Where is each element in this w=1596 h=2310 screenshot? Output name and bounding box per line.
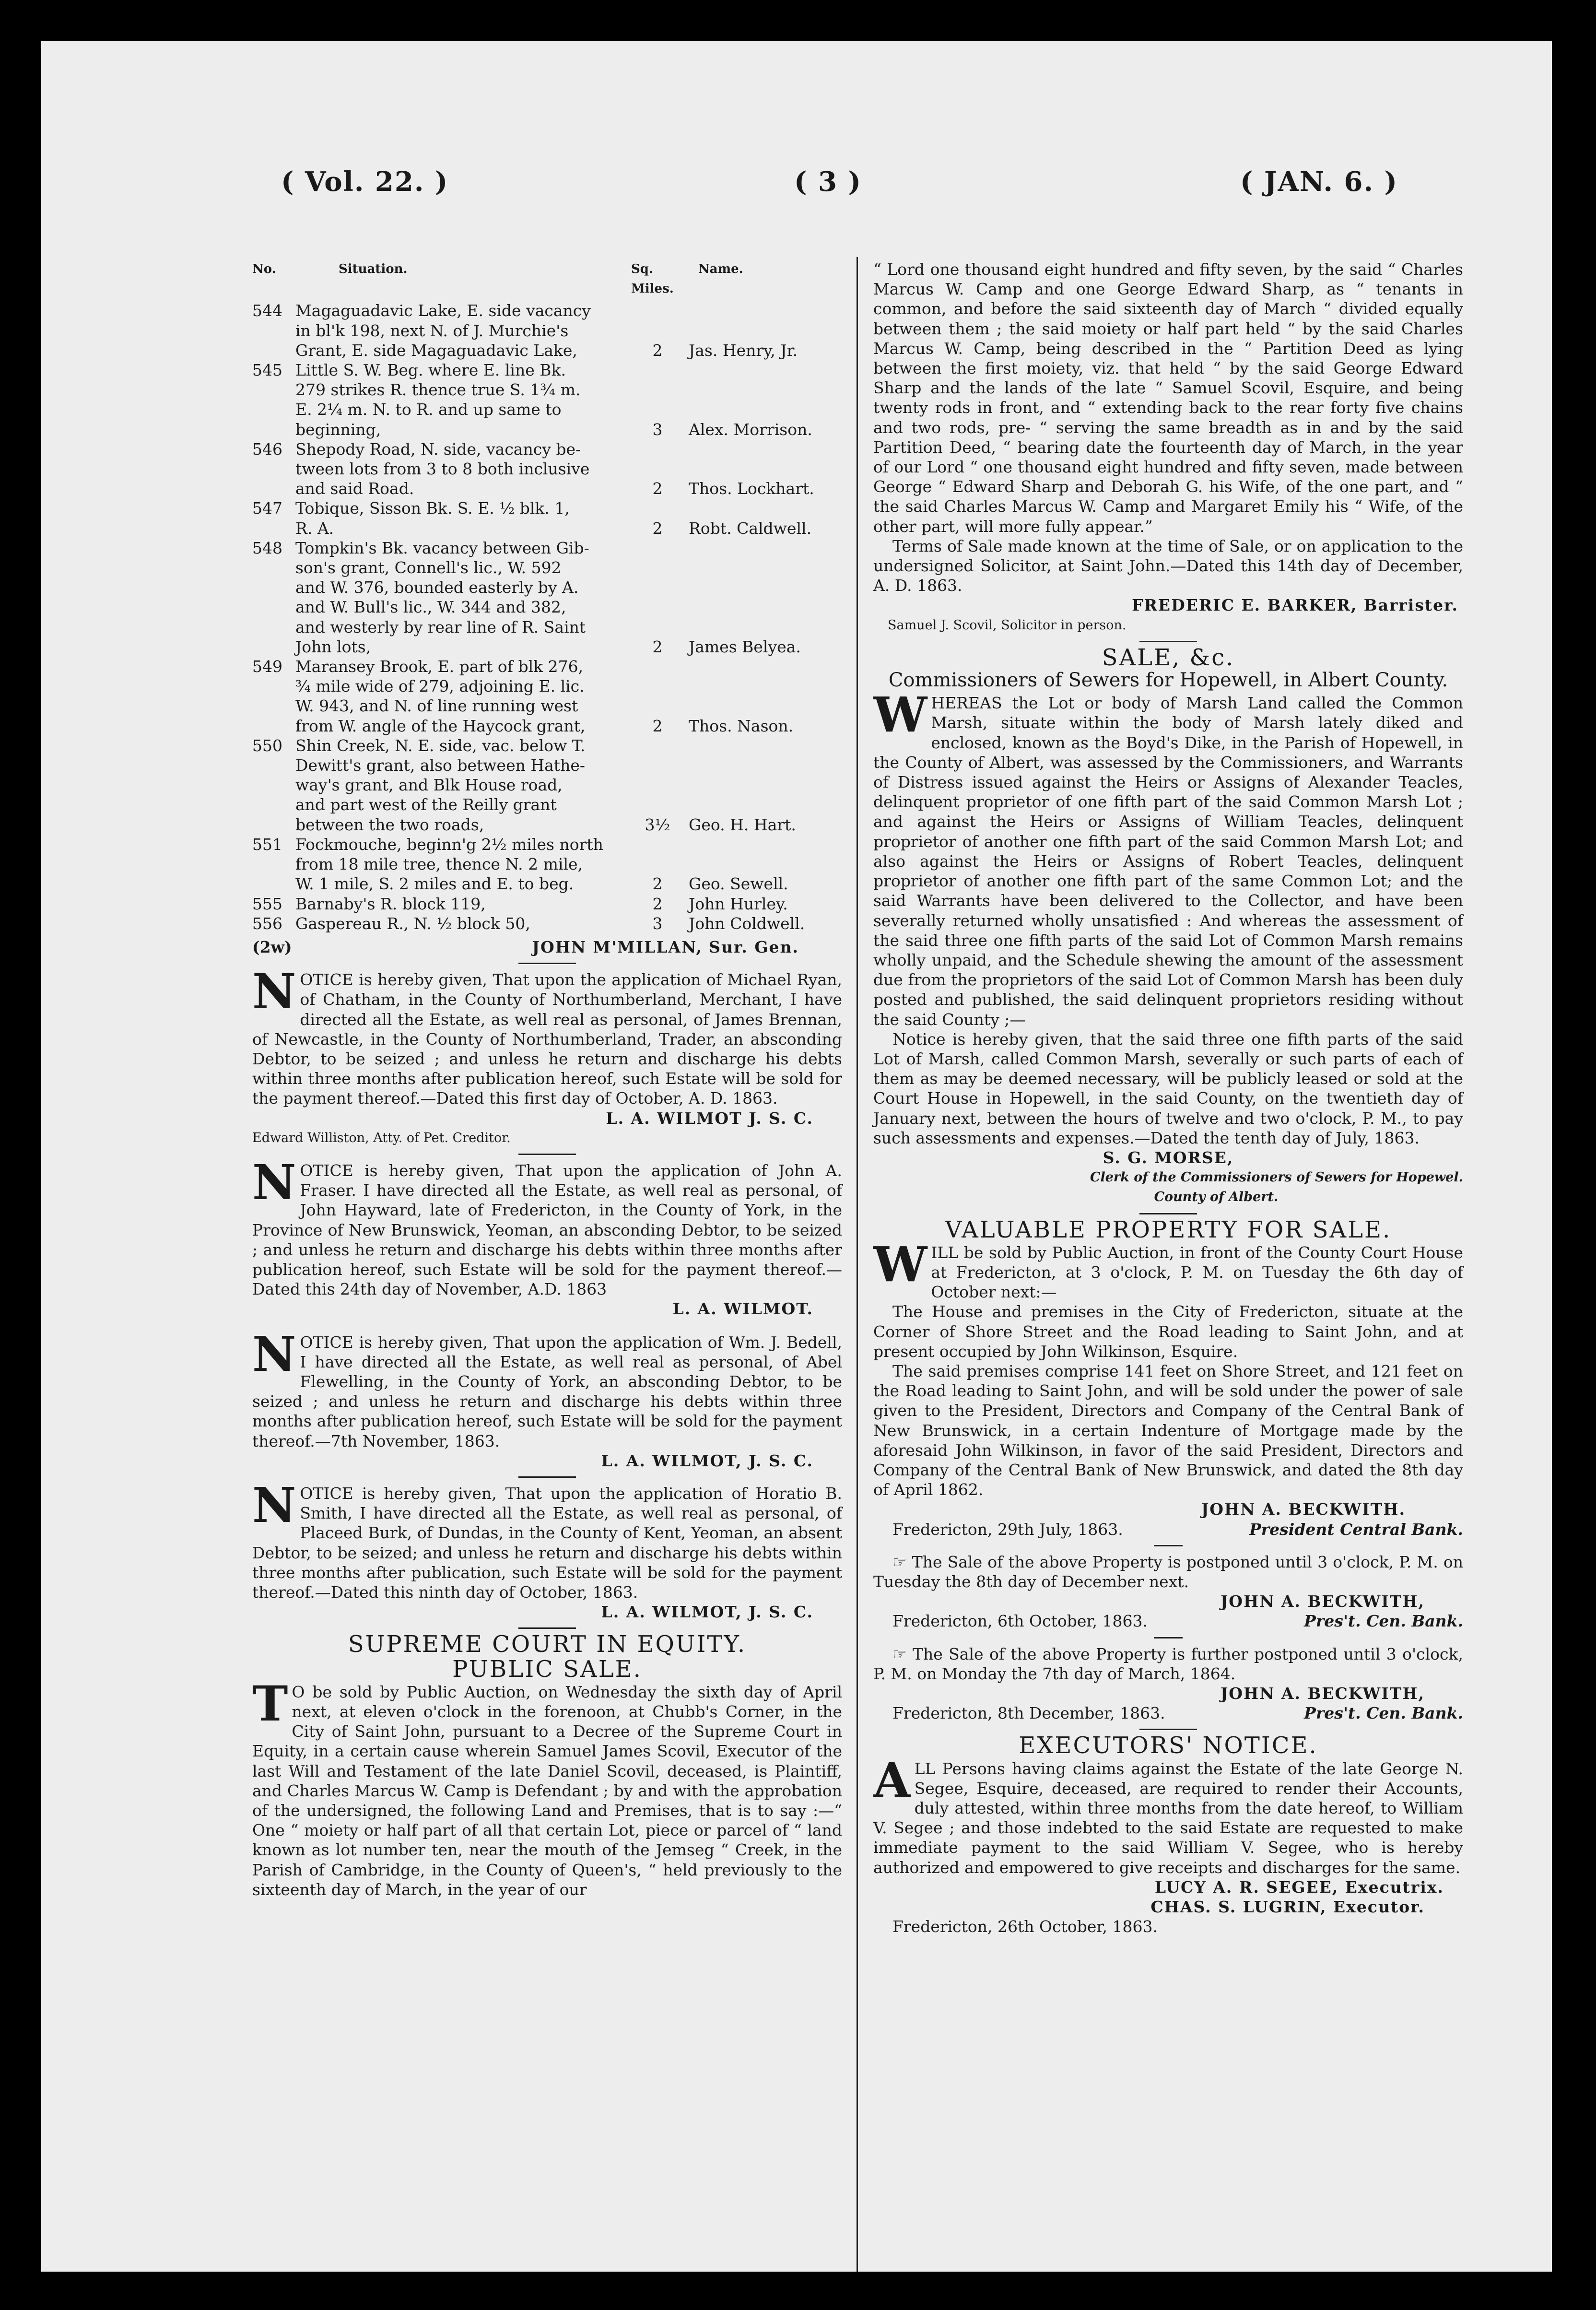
table-row: [252, 736, 842, 835]
notice-text: HEREAS the Lot or body of Marsh Land called the Common Marsh, situate within the body of Marsh lately diked and enclosed, known as the Boyd's Dike, in the Parish of Hopewell, in the County of Albert, was assessed by the Commissioners, and Warrants of Distress issued against the Heirs or Assigns of Alexander Teacles, delinquent proprietor of one fifth part of the said Common Marsh Lot ; and against the Heirs or Assigns of William Teacles, delinquent proprietor of another one fifth part of the said Common Marsh Lot; and also against the Heirs or Assigns of Robert Teacles, delinquent proprietor of another one fifth part of the same Common Lot; and the said Warrants have been delivered to the Collector, and have been severally returned wholly unsatisfied : And whereas the assessment of the said three one fifth parts of the said Lot of Common Marsh remains wholly unpaid, and the Schedule shewing the amount of the assessment due from the proprietors of the said Lot of Common Marsh has been duly posted and published, the said delinquent proprietors residing without the said County ;—: [873, 694, 1463, 1029]
divider: [1139, 1213, 1197, 1214]
situation-line: in bl'k 198, next N. of J. Murchie's: [295, 321, 569, 340]
row-number: 545: [252, 361, 282, 380]
signature-title: Pres't. Cen. Bank.: [1304, 1612, 1463, 1631]
notice-signature: L. A. WILMOT, J. S. C.: [601, 1451, 813, 1470]
row-number: 551: [252, 835, 282, 854]
scovil-line: Samuel J. Scovil, Solicitor in person.: [888, 617, 1127, 633]
property-description: The House and premises in the City of Fredericton, situate at the Corner of Shore Street and the Road leading to Saint John, and at present occupied by John Wilkinson, Esquire.: [873, 1302, 1463, 1361]
row-sqmiles: 2: [652, 894, 663, 913]
sewers-notice-body: Notice is hereby given, that the said three one fifth parts of the said Lot of Marsh, called Common Marsh, severally or such parts of each of them as may be deemed necessary, will be publicly leased or sold at the Court House in Hopewell, in the said County, on the twentieth day of January next, between the hours of twelve and two o'clock, P. M., to pay such assessments and expenses.—Dated the tenth day of July, 1863.: [873, 1029, 1463, 1147]
divider: [518, 1627, 576, 1629]
survey-footer: [252, 937, 842, 957]
table-row: [252, 835, 842, 894]
situation-line: 279 strikes R. thence true S. 1¾ m.: [295, 380, 581, 400]
survey-table: [252, 301, 842, 933]
drop-cap: T: [252, 1675, 288, 1732]
executors-heading: EXECUTORS' NOTICE.: [1019, 1732, 1318, 1759]
column-divider: [857, 257, 858, 2272]
row-name: Thos. Lockhart.: [689, 479, 814, 498]
sewers-heading: Commissioners of Sewers for Hopewell, in Albert County.: [888, 669, 1448, 692]
situation-line: Magaguadavic Lake, E. side vacancy: [295, 301, 591, 320]
situation-line: Maransey Brook, E. part of blk 276,: [295, 657, 584, 676]
morse-signature: S. G. MORSE,: [1103, 1148, 1234, 1167]
situation-line: and westerly by rear line of R. Saint: [295, 617, 586, 636]
table-row: [252, 657, 842, 736]
row-number: 550: [252, 736, 282, 755]
situation-line: from W. angle of the Haycock grant,: [295, 716, 586, 735]
situation-line: E. 2¼ m. N. to R. and up same to: [295, 400, 562, 419]
notice-text: ILL be sold by Public Auction, in front of the County Court House at Fredericton, at 3 o'clock, P. M. on Tuesday the 6th day of October next:—: [931, 1243, 1463, 1302]
row-sqmiles: 3: [652, 914, 663, 933]
row-situation: [295, 360, 631, 439]
situation-line: ¾ mile wide of 279, adjoining E. lic.: [295, 677, 585, 696]
terms-of-sale: Terms of Sale made known at the time of Sale, or on application to the undersigned Solicitor, at Saint John.—Dated this 14th day of December, A. D. 1863.: [873, 536, 1463, 595]
row-situation: [295, 914, 631, 933]
situation-line: and said Road.: [295, 479, 414, 498]
table-row: [252, 301, 842, 360]
table-row: [252, 914, 842, 933]
situation-line: Shin Creek, N. E. side, vac. below T.: [295, 736, 586, 755]
row-name: Jas. Henry, Jr.: [689, 341, 798, 360]
row-number: 544: [252, 301, 282, 320]
row-sqmiles: 2: [652, 341, 663, 360]
row-situation: [295, 835, 631, 894]
surveyor-signature: JOHN M'MILLAN, Sur. Gen.: [532, 937, 799, 956]
situation-line: and part west of the Reilly grant: [295, 795, 557, 814]
pointing-hand-icon: ☞: [892, 1644, 913, 1663]
postponement-notice: ☞ The Sale of the above Property is further postponed until 3 o'clock, P. M. on Monday the 7th day of March, 1864.: [873, 1644, 1463, 1683]
signature-title: Pres't. Cen. Bank.: [1304, 1704, 1463, 1723]
volume-label: ( Vol. 22. ): [281, 166, 449, 198]
drop-cap: N: [252, 1154, 296, 1211]
table-row: [252, 894, 842, 914]
right-column: [873, 259, 1463, 1936]
row-name: Geo. Sewell.: [689, 874, 788, 894]
survey-table-header: [252, 259, 842, 299]
notice-signature: L. A. WILMOT J. S. C.: [606, 1108, 813, 1128]
postponement-notice: ☞ The Sale of the above Property is postponed until 3 o'clock, P. M. on Tuesday the 8th day of December next.: [873, 1552, 1463, 1591]
col-situation: Situation.: [339, 262, 408, 276]
drop-cap: N: [252, 1476, 296, 1533]
row-name: James Belyea.: [689, 637, 801, 656]
insertion-mark: (2w): [252, 937, 292, 956]
row-name: John Coldwell.: [689, 914, 805, 933]
situation-line: Shepody Road, N. side, vacancy be-: [295, 439, 581, 459]
notice-signature: L. A. WILMOT, J. S. C.: [601, 1603, 813, 1622]
divider: [1154, 1545, 1183, 1546]
situation-line: W. 943, and N. of line running west: [295, 696, 578, 716]
row-number: 556: [252, 914, 282, 933]
row-situation: [295, 301, 631, 360]
signature-line: [873, 1703, 1463, 1723]
notice-text: OTICE is hereby given, That upon the application of Horatio B. Smith, I have directed all the Estate, as well real as personal, of Placeed Burk, of Dundas, in the County of Kent, Yeoman, an absent Debtor, to be seized; and unless he return and discharge his debts within three months after publication, such Estate will be sold for the payment thereof.—Dated this ninth day of October, 1863.: [252, 1484, 842, 1602]
row-number: 549: [252, 657, 282, 676]
newspaper-page: [41, 41, 1552, 2272]
row-name: John Hurley.: [689, 894, 788, 913]
signature-date: Fredericton, 29th July, 1863.: [892, 1520, 1123, 1539]
situation-line: Little S. W. Beg. where E. line Bk.: [295, 361, 566, 380]
situation-line: Tompkin's Bk. vacancy between Gib-: [295, 538, 589, 557]
barker-signature: FREDERIC E. BARKER, Barrister.: [1132, 596, 1458, 615]
situation-line: and W. Bull's lic., W. 344 and 382,: [295, 598, 566, 617]
signature-date: Fredericton, 8th December, 1863.: [892, 1704, 1165, 1723]
beckwith-signature: JOHN A. BECKWITH,: [1220, 1684, 1425, 1703]
property-heading: VALUABLE PROPERTY FOR SALE.: [945, 1216, 1392, 1243]
divider: [518, 963, 576, 964]
row-sqmiles: 2: [652, 716, 663, 735]
row-situation: [295, 538, 631, 657]
notice-text: OTICE is hereby given, That upon the application of Wm. J. Bedell, I have directed all the Estate, as well real as personal, of Abel Flewelling, in the County of York, an absconding Debtor, to be seized ; and unless he return and discharge his debts within three months after publication hereof, such Estate will be sold for the payment thereof.—7th November, 1863.: [252, 1332, 842, 1450]
notice-text: O be sold by Public Auction, on Wednesday the sixth day of April next, at eleven o'clock in the forenoon, at Chubb's Corner, in the City of Saint John, pursuant to a Decree of the Supreme Court in Equity, in a certain cause wherein Samuel James Scovil, Executor of the last Will and Testament of the late Daniel Scovil, deceased, is Plaintiff, and Charles Marcus W. Camp is Defendant ; by and with the approbation of the undersigned, the following Land and Premises, that is to say :—“ One “ moiety or half part of all that certain Lot, piece or parcel of “ land known as lot number ten, near the mouth of the Jemseg “ Creek, in the Parish of Cambridge, in the County of Queen's, “ held previously to the sixteenth day of March, in the year of our: [252, 1682, 842, 1899]
row-sqmiles: 2: [652, 874, 663, 894]
beckwith-signature: JOHN A. BECKWITH.: [1201, 1500, 1406, 1519]
signature-line: [873, 1520, 1463, 1539]
situation-line: Gaspereau R., N. ½ block 50,: [295, 914, 530, 933]
sale-heading: SALE, &c.: [1102, 644, 1235, 671]
table-row: [252, 360, 842, 439]
row-sqmiles: 3: [652, 420, 663, 439]
page-number: ( 3 ): [794, 166, 862, 198]
situation-line: W. 1 mile, S. 2 miles and E. to beg.: [295, 874, 574, 894]
divider: [1139, 1729, 1197, 1730]
property-notice: [873, 1236, 1463, 1723]
notice-burk: [252, 1476, 842, 1622]
row-name: Robt. Caldwell.: [689, 519, 812, 538]
col-sqmiles: Sq. Miles.: [631, 262, 674, 296]
drop-cap: A: [873, 1752, 911, 1809]
drop-cap: N: [252, 1325, 296, 1382]
row-number: 546: [252, 439, 282, 459]
row-name: Geo. H. Hart.: [689, 815, 796, 834]
beckwith-signature: JOHN A. BECKWITH,: [1220, 1592, 1425, 1611]
drop-cap: N: [252, 963, 296, 1020]
pointing-hand-icon: ☞: [892, 1552, 912, 1571]
row-number: 547: [252, 499, 282, 518]
row-sqmiles: 2: [652, 479, 663, 498]
property-terms: The said premises comprise 141 feet on Shore Street, and 121 feet on the Road leading to Saint John, and will be sold under the power of sale given to the President, Directors and Company of the Central Bank of New Brunswick, in a certain Indenture of Mortgage made by the aforesaid John Wilkinson, in favor of the said President, Directors and Company of the Central Bank of New Brunswick, and dated the 8th day of April 1862.: [873, 1361, 1463, 1499]
situation-line: John lots,: [295, 637, 371, 656]
row-sqmiles: 2: [652, 519, 663, 538]
table-row: [252, 439, 842, 499]
row-situation: [295, 736, 631, 835]
notice-signature: L. A. WILMOT.: [672, 1299, 813, 1319]
situation-line: Fockmouche, beginn'g 2½ miles north: [295, 835, 603, 854]
signature-line: [873, 1611, 1463, 1631]
notice-hayward: [252, 1154, 842, 1319]
divider: [518, 1154, 576, 1155]
row-number: 548: [252, 538, 282, 557]
morse-county: County of Albert.: [1154, 1190, 1279, 1205]
situation-line: Grant, E. side Magaguadavic Lake,: [295, 341, 577, 360]
row-number: 555: [252, 894, 282, 913]
divider: [518, 1476, 576, 1478]
sewers-notice: [873, 686, 1463, 1207]
row-name: Alex. Morrison.: [689, 420, 812, 439]
table-row: [252, 538, 842, 657]
situation-line: Tobique, Sisson Bk. S. E. ½ blk. 1,: [295, 499, 570, 518]
divider: [1154, 1637, 1183, 1638]
equity-heading: SUPREME COURT IN EQUITY.: [348, 1631, 747, 1658]
drop-cap: W: [873, 686, 927, 743]
deed-continuation: “ Lord one thousand eight hundred and fifty seven, by the said “ Charles Marcus W. Camp and one George Edward Sharp, as “ tenants in common, and before the said sixteenth day of March “ divided equally between them ; the said moiety or half part held “ by the said Charles Marcus W. Camp, being described in the “ Partition Deed as lying between the first moiety, viz. that held “ by the said George Edward Sharp and the lands of the late “ Samuel Scovil, Esquire, and being twenty rods in front, and “ extending back to the rear forty five chains and two rods, pre- “ serving the same breadth as in and by the said Partition Deed, “ bearing date the fourteenth day of March, in the year of our Lord “ one thousand eight hundred and fifty seven, made between George “ Edward Sharp and Deborah G. his Wife, of the one part, and “ the said Charles Marcus W. Camp and Margaret Emily his “ Wife, of the other part, will more fully appear.”: [873, 260, 1463, 536]
row-sqmiles: 3½: [645, 815, 670, 834]
situation-line: tween lots from 3 to 8 both inclusive: [295, 460, 590, 479]
row-situation: [295, 657, 631, 736]
situation-line: R. A.: [295, 519, 334, 538]
signature-title: President Central Bank.: [1249, 1520, 1463, 1539]
row-situation: [295, 894, 631, 914]
notice-brennan: [252, 963, 842, 1148]
row-name: Thos. Nason.: [689, 716, 794, 735]
situation-line: and W. 376, bounded easterly by A.: [295, 578, 579, 597]
public-sale-notice: [252, 1675, 842, 1899]
situation-line: between the two roads,: [295, 815, 484, 834]
situation-line: Barnaby's R. block 119,: [295, 894, 486, 913]
table-row: [252, 498, 842, 538]
divider: [1139, 641, 1197, 642]
left-column: [252, 259, 842, 1899]
executors-date: Fredericton, 26th October, 1863.: [892, 1917, 1158, 1936]
executrix-signature: LUCY A. R. SEGEE, Executrix.: [1154, 1877, 1444, 1897]
row-situation: [295, 498, 631, 538]
notice-text: OTICE is hereby given, That upon the application of John A. Fraser. I have directed all the Estate, as well real as personal, of John Hayward, late of Fredericton, in the County of York, in the Province of New Brunswick, Yeoman, an absconding Debtor, to be seized ; and unless he return and discharge his debts within three months after publication hereof, such Estate will be sold for the payment thereof.—Dated this 24th day of November, A.D. 1863: [252, 1161, 842, 1299]
situation-line: from 18 mile tree, thence N. 2 mile,: [295, 855, 583, 874]
drop-cap: W: [873, 1236, 927, 1293]
signature-date: Fredericton, 6th October, 1863.: [892, 1612, 1148, 1631]
morse-title: Clerk of the Commissioners of Sewers for Hopewel.: [1090, 1170, 1463, 1185]
public-sale-heading: PUBLIC SALE.: [452, 1655, 642, 1683]
situation-line: son's grant, Connell's lic., W. 592: [295, 558, 562, 578]
situation-line: way's grant, and Blk House road,: [295, 776, 563, 795]
executor-signature: CHAS. S. LUGRIN, Executor.: [1150, 1898, 1425, 1917]
notice-text: OTICE is hereby given, That upon the application of Michael Ryan, of Chatham, in the County of Northumberland, Merchant, I have directed all the Estate, as well real as personal, of James Brennan, of Newcastle, in the County of Northumberland, Trader, an absconding Debtor, to be seized ; and unless he return and discharge his debts within three months after publication hereof, such Estate will be sold for the payment thereof.—Dated this first day of October, A. D. 1863.: [252, 970, 842, 1108]
col-no: No.: [252, 262, 276, 276]
row-sqmiles: 2: [652, 637, 663, 656]
situation-line: beginning,: [295, 420, 381, 439]
executors-notice: [873, 1752, 1463, 1937]
notice-text: LL Persons having claims against the Estate of the late George N. Segee, Esquire, deceased, are required to render their Accounts, duly attested, within three months from the date hereof, to William V. Segee ; and those indebted to the said Estate are requested to make immediate payment to the said William V. Segee, who is hereby authorized and empowered to give receipts and discharges for the same.: [873, 1759, 1463, 1877]
attorney-line: Edward Williston, Atty. of Pet. Creditor.: [252, 1130, 511, 1145]
col-name: Name.: [698, 262, 743, 276]
row-situation: [295, 439, 631, 499]
issue-date: ( JAN. 6. ): [1240, 166, 1398, 198]
notice-flewelling: [252, 1325, 842, 1471]
situation-line: Dewitt's grant, also between Hathe-: [295, 756, 586, 775]
